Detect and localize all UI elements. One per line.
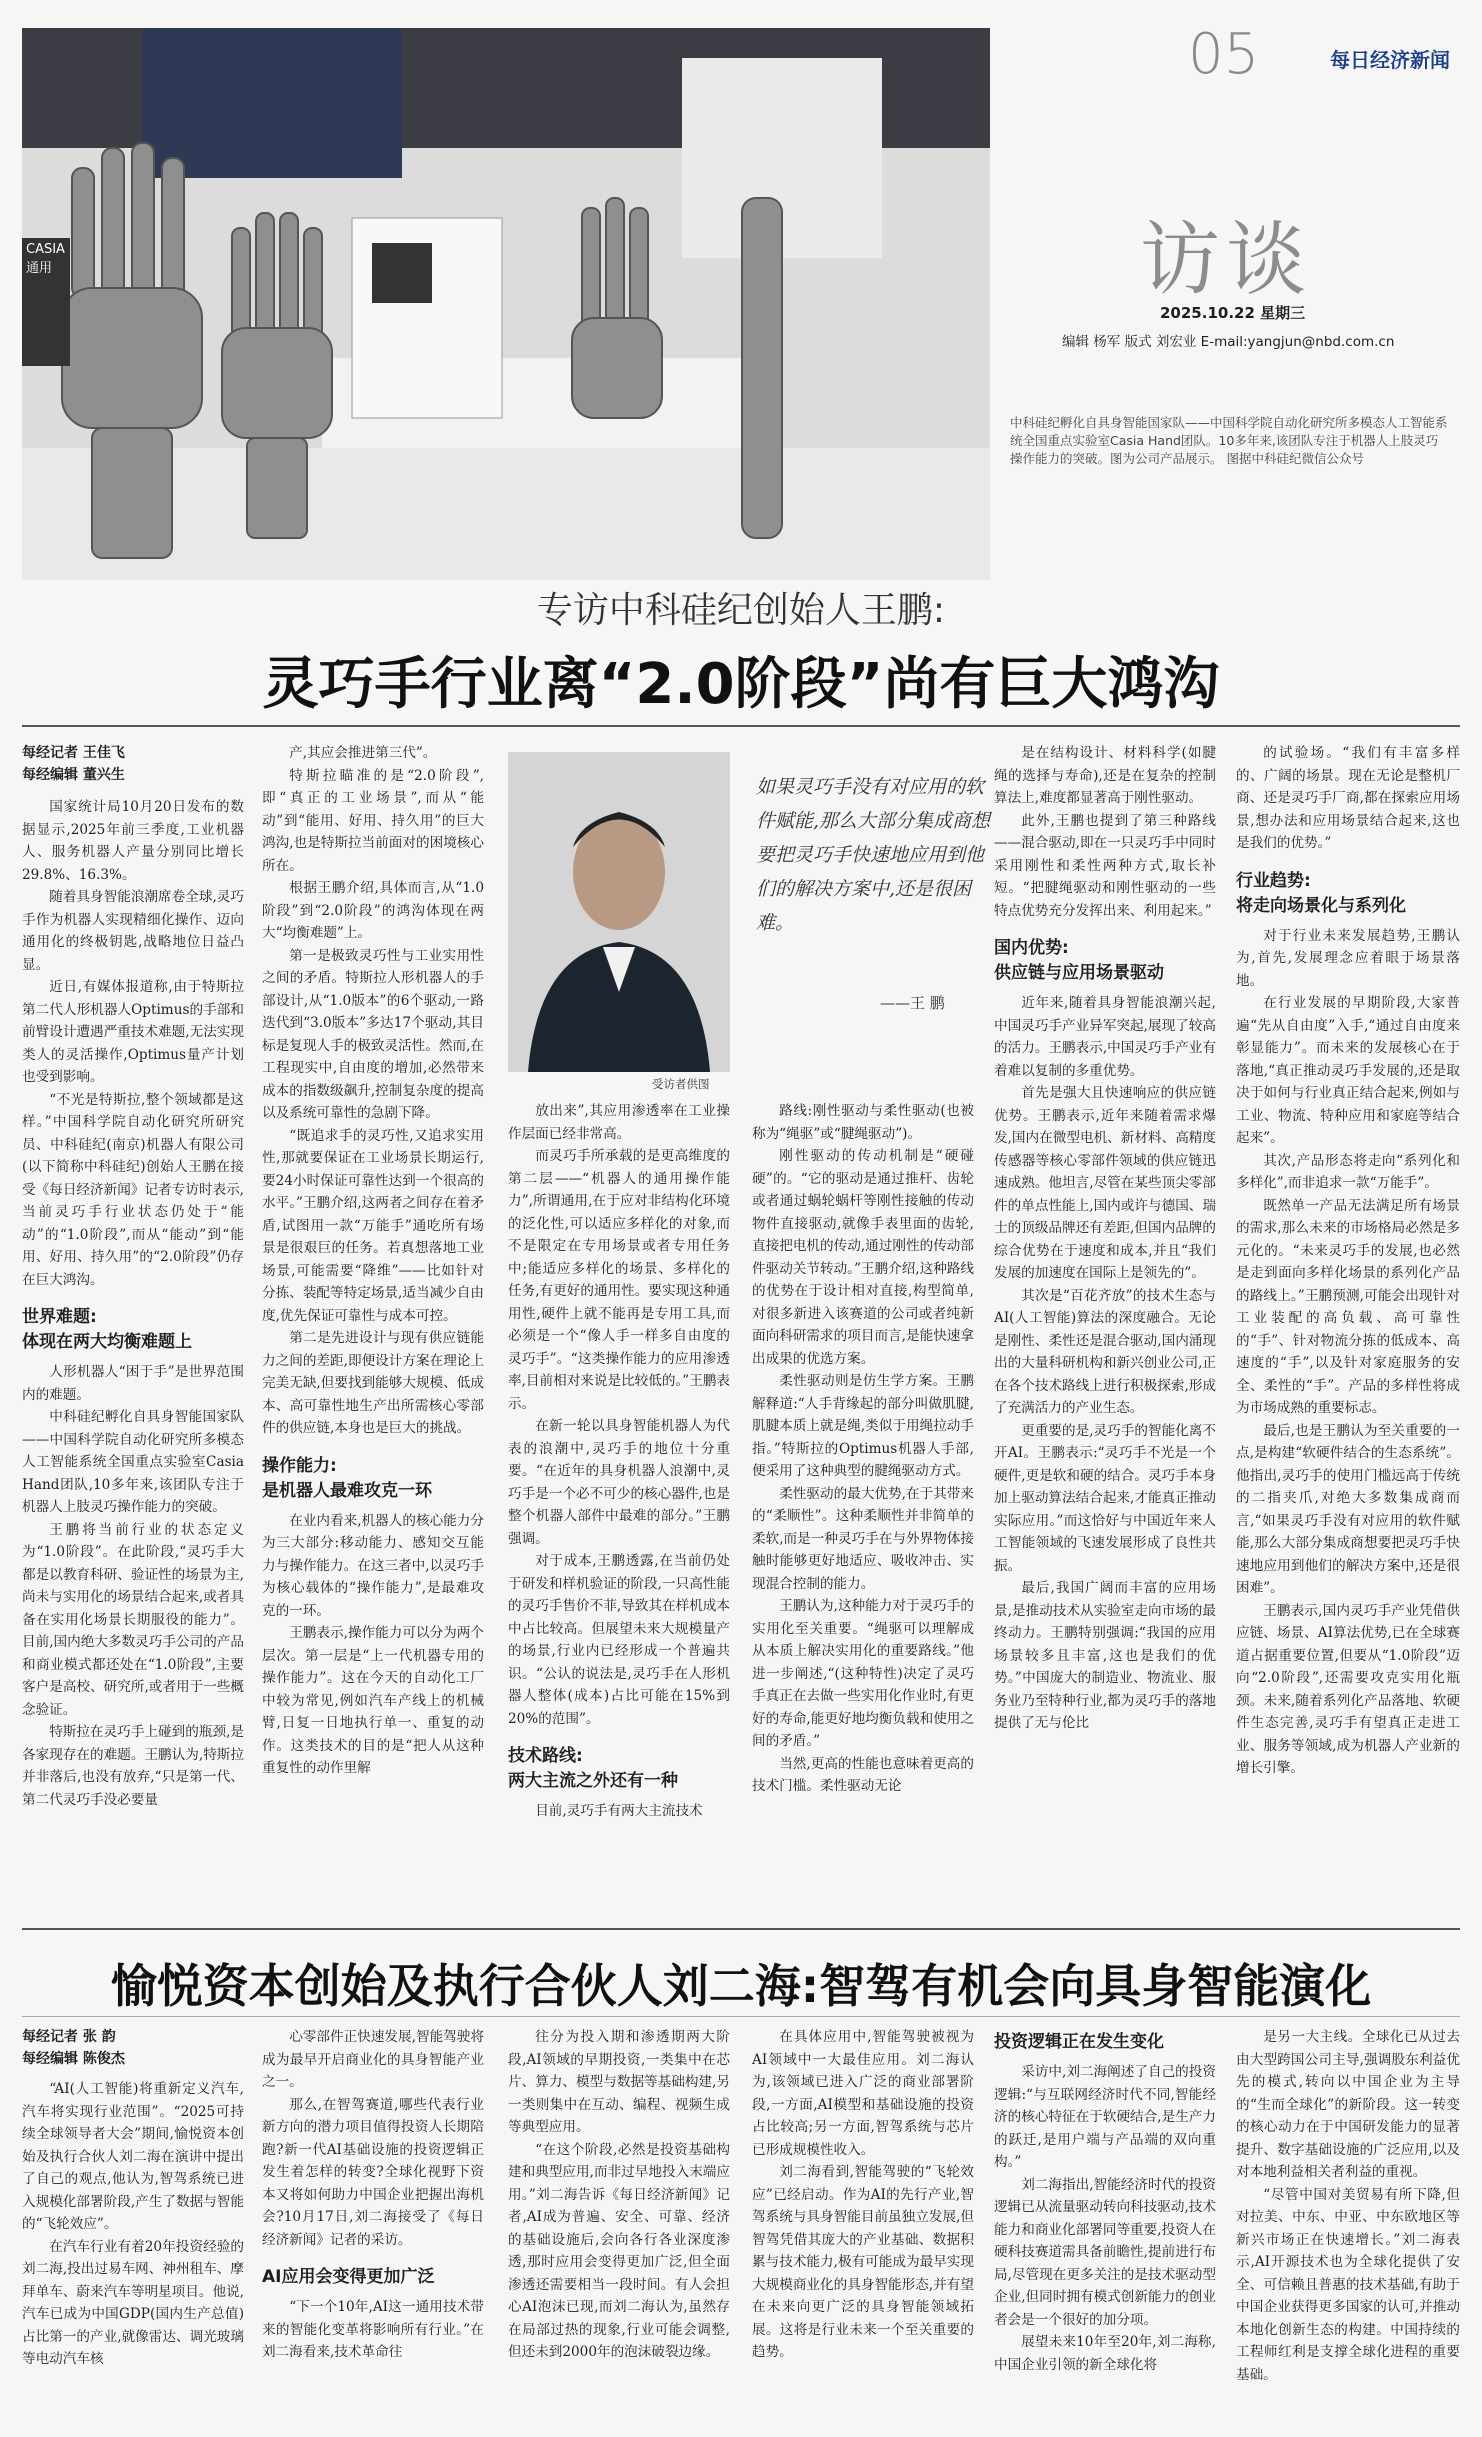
pull-quote-author: ——王 鹏 bbox=[880, 994, 945, 1012]
subheading: 行业趋势: 将走向场景化与系列化 bbox=[1236, 870, 1406, 916]
paragraph: 那么,在智驾赛道,哪些代表行业新方向的潜力项目值得投资人长期陪跑?新一代AI基础设施的投资逻辑正发生着怎样的转变?全球化视野下资本又将如何助力中国企业把握出海机会?10月17日,刘二海接受了《每日经济新闻》记者的采访。 bbox=[262, 2096, 484, 2248]
article2-column-5 bbox=[994, 2026, 1216, 2431]
article1-subtitle: 专访中科硅纪创始人王鹏: bbox=[536, 590, 946, 631]
paragraph: 在新一轮以具身智能机器人为代表的浪潮中,灵巧手的地位十分重要。“在近年的具身机器人浪潮中,灵巧手是一个必不可少的核心器件,也是整个机器人部件中最难的部分。”王鹏强调。 bbox=[508, 1418, 730, 1547]
paragraph: 在具体应用中,智能驾驶被视为AI领域中一大最佳应用。刘二海认为,该领域已进入广泛的商业部署阶段,一方面,AI模型和基础设施的投资占比较高;另一方面,智驾系统与芯片已形成规模性收入。 bbox=[752, 2029, 974, 2158]
paragraph: 在汽车行业有着20年投资经验的刘二海,投出过易车网、神州租车、摩拜单车、蔚来汽车等明星项目。他说,汽车已成为中国GDP(国内生产总值)占比第一的产业,就像雷达、调光玻璃等电动汽车核 bbox=[22, 2238, 244, 2367]
page-number: 05 bbox=[1188, 22, 1260, 87]
subheading: 技术路线: 两大主流之外还有一种 bbox=[508, 1746, 678, 1791]
paragraph: 柔性驱动则是仿生学方案。王鹏解释道:“人手背缘起的部分叫做肌腱,肌腱本质上就是绳,类似于用绳拉动手指。”特斯拉的Optimus机器人手部,便采用了这种典型的腱绳驱动方式。 bbox=[752, 1373, 974, 1479]
paragraph: 采访中,刘二海阐述了自己的投资逻辑:“与互联网经济时代不同,智能经济的核心特征在于软硬结合,是生产力的跃迁,是用户端与产品端的双向重构。” bbox=[994, 2064, 1216, 2170]
paragraph: 王鹏表示,国内灵巧手产业凭借供应链、场景、AI算法优势,已在全球赛道占据重要位置,但要从“1.0阶段”迈向“2.0阶段”,还需要攻克实用化瓶颈。未来,随着系列化产品落地、软硬件生态完善,灵巧手有望真正走进工业、服务等领域,成为机器人产业新的增长引擎。 bbox=[1236, 1602, 1460, 1776]
paragraph: 而灵巧手所承载的是更高维度的第二层——“机器人的通用操作能力”,所谓通用,在于应对非结构化环境的泛化性,可以适应多样化的对象,而不是限定在专用场景或者专用任务中;能适应多样化的场景、多样化的任务,有更好的通用性。要实现这种通用性,硬件上就不能再是专用工具,而必须是一个“像人手一样多自由度的灵巧手”。“这类操作能力的应用渗透率,目前相对来说是比较低的。”王鹏表示。 bbox=[508, 1148, 730, 1412]
exhibit-sign: CASIA 通用 bbox=[22, 238, 70, 366]
article2-column-3 bbox=[508, 2026, 730, 2431]
divider bbox=[22, 1928, 1460, 1930]
paragraph: 在行业发展的早期阶段,大家普遍“先从自由度”入手,“通过自由度来彰显能力”。而未来的发展核心在于落地,“真正推动灵巧手发展的,还是取决于如何与行业真正结合起来,例如与工业、物流、特种应用和家庭等结合起来”。 bbox=[1236, 995, 1460, 1146]
paragraph: 国家统计局10月20日发布的数据显示,2025年前三季度,工业机器人、服务机器人产量分别同比增长29.8%、16.3%。 bbox=[22, 799, 244, 883]
article2-column-6 bbox=[1236, 2026, 1460, 2431]
paragraph: 随着具身智能浪潮席卷全球,灵巧手作为机器人实现精细化操作、迈向通用化的终极钥匙,战略地位日益凸显。 bbox=[22, 889, 244, 973]
paragraph: 特斯拉在灵巧手上碰到的瓶颈,是各家现存在的难题。王鹏认为,特斯拉并非落后,也没有放弃,“只是第一代、第二代灵巧手没必要量 bbox=[22, 1724, 244, 1808]
paragraph: 此外,王鹏也提到了第三种路线——混合驱动,即在一只灵巧手中同时采用刚性和柔性两种方式,取长补短。“把腱绳驱动和刚性驱动的一些特点优势充分发挥出来、利用起来。” bbox=[994, 812, 1216, 919]
paragraph: 最后,我国广阔而丰富的应用场景,是推动技术从实验室走向市场的最终动力。王鹏特别强调:“我国的应用场景较多且丰富,这也是我们的优势。”中国庞大的制造业、物流业、服务业乃至特种行业,都为灵巧手的落地提供了无与伦比 bbox=[994, 1580, 1216, 1731]
paragraph: 最后,也是王鹏认为至关重要的一点,是构建“软硬件结合的生态系统”。他指出,灵巧手的使用门槛远高于传统的二指夹爪,对绝大多数集成商而言,“如果灵巧手没有对应用的软件赋能,那么大部分集成商想要把灵巧手快速地应用到他们的解决方案中,还是很困难”。 bbox=[1236, 1422, 1460, 1596]
section-title: 访谈 bbox=[1140, 213, 1312, 306]
article1-column-6 bbox=[1236, 742, 1460, 1922]
paragraph: 刘二海看到,智能驾驶的“飞轮效应”已经启动。作为AI的先行产业,智驾系统与具身智能目前虽独立发展,但智驾凭借其庞大的产业基础、数据积累与技术能力,极有可能成为最早实现大规模商业化的具身智能形态,并有望在未来向更广泛的具身智能领域拓展。这将是行业未来一个至关重要的趋势。 bbox=[752, 2164, 974, 2360]
paragraph: 当然,更高的性能也意味着更高的技术门槛。柔性驱动无论 bbox=[752, 1755, 974, 1794]
paragraph: 王鹏将当前行业的状态定义为“1.0阶段”。在此阶段,“灵巧手大都是以教育科研、验证性的场景为主,尚未与实用化的场景结合起来,或者具备在实用化场景长期服役的能力”。目前,国内绝大多数灵巧手公司的产品和商业模式都还处在“1.0阶段”,主要客户是高校、研究所,或者用于一些概念验证。 bbox=[22, 1521, 244, 1718]
portrait-photo bbox=[508, 752, 730, 1072]
article2-title: 愉悦资本创始及执行合伙人刘二海:智驾有机会向具身智能演化 bbox=[110, 1959, 1372, 2013]
divider bbox=[22, 725, 1460, 727]
reporter: 每经记者 王佳飞 bbox=[22, 745, 125, 761]
paragraph: 特斯拉瞄准的是“2.0阶段”,即“真正的工业场景”,而从“能动”到“能用、好用、持久用”的巨大鸿沟,也是特斯拉当前面对的困境核心所在。 bbox=[262, 767, 484, 874]
article1-column-3 bbox=[508, 1100, 730, 1922]
paragraph: “在这个阶段,必然是投资基础构建和典型应用,而非过早地投入末端应用。”刘二海告诉《每日经济新闻》记者,AI成为普遍、安全、可靠、经济的基础设施后,会向各行各业深度渗透,那时应用会变得更加广泛,但全面渗透还需要相当一段时间。有人会担心AI泡沫已现,而刘二海认为,虽然存在局部过热的现象,行业可能会调整,但还未到2000年的泡沫破裂边缘。 bbox=[508, 2141, 730, 2360]
paragraph: 在业内看来,机器人的核心能力分为三大部分:移动能力、感知交互能力与操作能力。在这三者中,以灵巧手为核心载体的“操作能力”,是最难攻克的一环。 bbox=[262, 1512, 484, 1619]
paragraph: 近年来,随着具身智能浪潮兴起,中国灵巧手产业异军突起,展现了较高的活力。王鹏表示,中国灵巧手产业有着难以复制的多重优势。 bbox=[994, 995, 1216, 1079]
paper-name: 每日经济新闻 bbox=[1330, 48, 1450, 72]
portrait-illustration bbox=[508, 752, 730, 1072]
paragraph: 其次,产品形态将走向“系列化和多样化”,而非追求一款“万能手”。 bbox=[1236, 1152, 1460, 1191]
paragraph: 根据王鹏介绍,具体而言,从“1.0阶段”到“2.0阶段”的鸿沟体现在两大“均衡难题”上。 bbox=[262, 880, 484, 941]
article1-column-2 bbox=[262, 742, 484, 1922]
paragraph: “既追求手的灵巧性,又追求实用性,那就要保证在工业场景长期运行,要24小时保证可靠性达到一个很高的水平。”王鹏介绍,这两者之间存在着矛盾,试图用一款“万能手”通吃所有场景是很艰巨的任务。若真想落地工业场景,可能需要“降维”——比如针对分拣、装配等特定场景,适当减少自由度,优先保证可靠性与成本可控。 bbox=[262, 1127, 484, 1324]
paragraph: 目前,灵巧手有两大主流技术 bbox=[535, 1803, 703, 1819]
article2-column-2 bbox=[262, 2026, 484, 2431]
paragraph: 第二是先进设计与现有供应链能力之间的差距,即便设计方案在理论上完美无缺,但要找到能够大规模、低成本、高可靠性地生产出所需核心零部件的供应链,本身也是巨大的挑战。 bbox=[262, 1330, 484, 1436]
paragraph: 刘二海指出,智能经济时代的投资逻辑已从流量驱动转向科技驱动,技术能力和商业化部署同等重要,投资人在硬科技赛道需具备前瞻性,提前进行布局,尽管现在更多关注的是技术驱动型企业,但同时拥有模式创新能力的创业者会是一个很好的加分项。 bbox=[994, 2176, 1216, 2328]
article2-column-4 bbox=[752, 2026, 974, 2431]
paragraph: 路线:刚性驱动与柔性驱动(也被称为“绳驱”或“腱绳驱动”)。 bbox=[752, 1103, 974, 1142]
pull-quote: 如果灵巧手没有对应用的软件赋能,那么大部分集成商想要把灵巧手快速地应用到他们的解决方案中,还是很困难。 bbox=[756, 776, 991, 934]
robot-hands-illustration bbox=[22, 28, 990, 580]
subheading: 世界难题: 体现在两大均衡难题上 bbox=[22, 1307, 192, 1352]
paragraph: 既然单一产品无法满足所有场景的需求,那么未来的市场格局必然是多元化的。“未来灵巧手的发展,也必然是走到面向多样化场景的系列化产品的路线上。”王鹏预测,可能会出现针对工业装配的高负载、高可靠性的“手”、针对物流分拣的低成本、高速度的“手”,以及针对家庭服务的安全、柔性的“手”。产品的多样性将成为市场成熟的重要标志。 bbox=[1236, 1197, 1460, 1416]
paragraph: 刚性驱动的传动机制是“硬碰硬”的。“它的驱动是通过推杆、齿轮或者通过蜗轮蜗杆等刚性接触的传动物件直接驱动,就像手表里面的齿轮,直接把电机的传动,通过刚性的传动部件驱动关节转动。”王鹏介绍,这种路线的优势在于设计相对直接,构型简单,对很多新进入该赛道的公司或者纯新面向科研需求的项目而言,是能快速拿出成果的优选方案。 bbox=[752, 1148, 974, 1367]
subheading: 国内优势: 供应链与应用场景驱动 bbox=[994, 938, 1164, 983]
article1-column-5 bbox=[994, 742, 1216, 1922]
paragraph: 往分为投入期和渗透期两大阶段,AI领域的早期投资,一类集中在芯片、算力、模型与数据等基础构建,另一类则集中在互动、编程、视频生成等典型应用。 bbox=[508, 2029, 730, 2135]
subheading: 操作能力: 是机器人最难攻克一环 bbox=[262, 1455, 432, 1501]
reporter: 每经记者 张 韵 bbox=[22, 2029, 116, 2045]
paragraph: 第一是极致灵巧性与工业实用性之间的矛盾。特斯拉人形机器人的手部设计,从“1.0版本”的6个驱动,一路迭代到“3.0版本”多达17个驱动,其目标是复现人手的极致灵活性。然而,在工程现实中,自由度的增加,必然带来成本的指数级飙升,控制复杂度的提高以及系统可靠性的急剧下降。 bbox=[262, 947, 484, 1121]
paragraph: “下一个10年,AI这一通用技术带来的智能化变革将影响所有行业。”在刘二海看来,技术革命往 bbox=[262, 2299, 484, 2360]
paragraph: 放出来”,其应用渗透率在工业操作层面已经非常高。 bbox=[508, 1103, 730, 1142]
article2-column-1 bbox=[22, 2026, 244, 2431]
paragraph: 是另一大主线。全球化已从过去由大型跨国公司主导,强调股东利益优先的模式,转向以中国企业为主导的“生而全球化”的新阶段。这一转变的核心动力在于中国研发能力的显著提升、数字基础设施的广泛应用,以及对本地利益相关者利益的重视。 bbox=[1236, 2029, 1460, 2180]
paragraph: 人形机器人“困于手”是世界范围内的难题。 bbox=[22, 1364, 244, 1403]
paragraph: “AI(人工智能)将重新定义汽车,汽车将实现行业范围”。“2025可持续全球领导者大会”期间,愉悦资本创始及执行合伙人刘二海在演讲中提出了自己的观点,他认为,智驾系统已进入规模化部署阶段,产生了数据与智能的“飞轮效应”。 bbox=[22, 2081, 244, 2232]
paragraph: 更重要的是,灵巧手的智能化离不开AI。王鹏表示:“灵巧手不光是一个硬件,更是软和硬的结合。灵巧手本身加上驱动算法结合起来,才能真正推动实际应用。”而这恰好与中国近年来人工智能领域的飞速发展形成了良性共振。 bbox=[994, 1422, 1216, 1574]
paragraph: 王鹏认为,这种能力对于灵巧手的实用化至关重要。“绳驱可以理解成从本质上解决实用化的重要路线。”他进一步阐述,“(这种特性)决定了灵巧手真正在去做一些实用化作业时,有更好的寿命,能更好地均衡负载和使用之间的矛盾。” bbox=[752, 1598, 974, 1749]
divider bbox=[22, 2016, 1460, 2017]
paragraph: 产,其应会推进第三代”。 bbox=[289, 745, 437, 761]
paragraph: 首先是强大且快速响应的供应链优势。王鹏表示,近年来随着需求爆发,国内在微型电机、新材料、高精度传感器等核心零部件领域的供应链迅速成熟。他坦言,尽管在某些顶尖零部件的单点性能上,国内或许与德国、瑞士的顶级品牌还有差距,但国内品牌的综合优势在于速度和成本,并且“我们发展的加速度在国际上是领先的”。 bbox=[994, 1085, 1216, 1281]
paragraph: 是在结构设计、材料科学(如腱绳的选择与寿命),还是在复杂的控制算法上,难度都显著高于刚性驱动。 bbox=[994, 745, 1216, 806]
issue-date: 2025.10.22 星期三 bbox=[1160, 304, 1306, 322]
article1-column-4 bbox=[752, 1100, 974, 1922]
paragraph: 柔性驱动的最大优势,在于其带来的“柔顺性”。这种柔顺性并非简单的柔软,而是一种灵巧手在与外界物体接触时能够更好地适应、吸收冲击、实现混合控制的能力。 bbox=[752, 1485, 974, 1592]
paragraph: 其次是“百花齐放”的技术生态与AI(人工智能)算法的深度融合。无论是刚性、柔性还是混合驱动,国内涌现出的大量科研机构和新兴创业公司,正在各个技术路线上进行积极探索,形成了充满活力的产业生态。 bbox=[994, 1287, 1216, 1416]
paragraph: 的试验场。“我们有丰富多样的、广阔的场景。现在无论是整机厂商、还是灵巧手厂商,都在探索应用场景,想办法和应用场景结合起来,这也是我们的优势。” bbox=[1236, 745, 1460, 851]
article1-title: 灵巧手行业离“2.0阶段”尚有巨大鸿沟 bbox=[262, 652, 1220, 717]
subheading: 投资逻辑正在发生变化 bbox=[994, 2032, 1164, 2052]
editor: 每经编辑 陈俊杰 bbox=[22, 2051, 125, 2067]
subheading: AI应用会变得更加广泛 bbox=[262, 2267, 435, 2287]
paragraph: 对于行业未来发展趋势,王鹏认为,首先,发展理念应着眼于场景落地。 bbox=[1236, 927, 1460, 989]
paragraph: “不光是特斯拉,整个领域都是这样。”中国科学院自动化研究所研究员、中科硅纪(南京)机器人有限公司(以下简称中科硅纪)创始人王鹏在接受《每日经济新闻》记者专访时表示,当前灵巧手行业状态仍处于“能动”的“1.0阶段”,而从“能动”到“能用、好用、持久用”的“2.0阶段”仍存在巨大鸿沟。 bbox=[22, 1091, 244, 1288]
paragraph: 心零部件正快速发展,智能驾驶将成为最早开启商业化的具身智能产业之一。 bbox=[262, 2029, 484, 2090]
paragraph: 对于成本,王鹏透露,在当前仍处于研发和样机验证的阶段,一只高性能的灵巧手售价不菲,导致其在样机成本中占比较高。但展望未来大规模量产的场景,行业内已经形成一个普遍共识。“公认的说法是,灵巧手在人形机器人整体(成本)占比可能在15%到20%的范围”。 bbox=[508, 1553, 730, 1727]
portrait-caption: 受访者供图 bbox=[652, 1077, 710, 1091]
editor: 每经编辑 董兴生 bbox=[22, 767, 125, 783]
robot-hands-photo bbox=[22, 28, 990, 580]
paragraph: 王鹏表示,操作能力可以分为两个层次。第一层是“上一代机器专用的操作能力”。这在今天的自动化工厂中较为常见,例如汽车产线上的机械臂,日复一日地执行单一、重复的动作。这类技术的目的是“把人从这种重复性的动作里解 bbox=[262, 1625, 484, 1776]
paragraph: 中科硅纪孵化自具身智能国家队——中国科学院自动化研究所多模态人工智能系统全国重点实验室Casia Hand团队,10多年来,该团队专注于机器人上肢灵巧操作能力的突破。 bbox=[22, 1409, 244, 1515]
article1-column-1 bbox=[22, 742, 244, 1922]
paragraph: 近日,有媒体报道称,由于特斯拉第二代人形机器人Optimus的手部和前臂设计遭遇严重技术难题,无法实现类人的灵活操作,Optimus量产计划也受到影响。 bbox=[22, 979, 244, 1085]
editor-credits: 编辑 杨军 版式 刘宏业 E-mail:yangjun@nbd.com.cn bbox=[1062, 334, 1395, 350]
paragraph: “尽管中国对美贸易有所下降,但对拉美、中东、中亚、中东欧地区等新兴市场正在快速增长。”刘二海表示,AI开源技术也为全球化提供了安全、可信赖且普惠的技术基础,有助于中国企业获得更多国家的认可,并推动本地化创新生态的构建。中国持续的工程师红利是支撑全球化进程的重要基础。 bbox=[1236, 2186, 1460, 2383]
paragraph: 展望未来10年至20年,刘二海称,中国企业引领的新全球化将 bbox=[994, 2334, 1216, 2373]
photo-caption: 中科硅纪孵化自具身智能国家队——中国科学院自动化研究所多模态人工智能系统全国重点实验室Casia Hand团队。10多年来,该团队专注于机器人上肢灵巧操作能力的突破。图为公司产品展示。 图据中科硅纪微信公众号 bbox=[1010, 415, 1448, 466]
